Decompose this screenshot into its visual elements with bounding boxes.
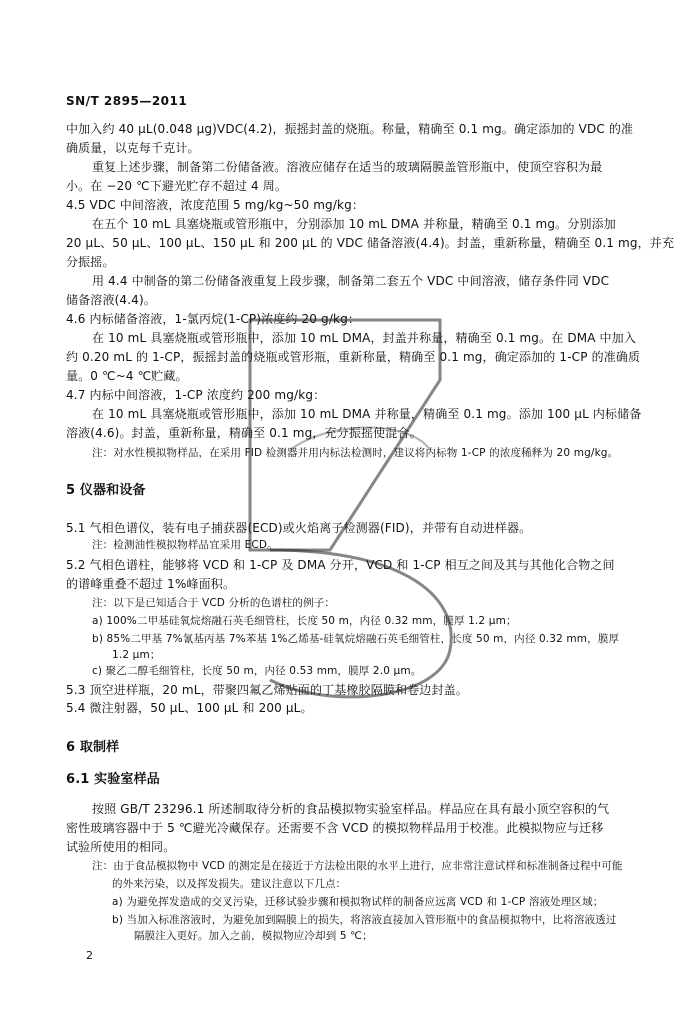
text-line: 在 10 mL 具塞烧瓶或管形瓶中，添加 10 mL DMA，封盖并称量，精确至 0.1 mg。在 DMA 中加入 [92,331,636,345]
text-line: 储备溶液(4.4)。 [66,293,156,307]
note-line-cont: 的外来污染，以及挥发损失。建议注意以下几点： [112,878,347,890]
text-line: 密性玻璃容器中于 5 ℃避光冷藏保存。还需要不含 VCD 的模拟物样品用于校准。此模拟物应与迁移 [66,821,604,835]
section-4-5-heading: 4.5 VDC 中间溶液，浓度范围 5 mg/kg~50 mg/kg： [66,198,365,212]
note-line: 注：以下是已知适合于 VCD 分析的色谱柱的例子： [92,597,336,609]
section-5-3: 5.3 顶空进样瓶，20 mL，带聚四氟乙烯贴面的丁基橡胶隔膜和卷边封盖。 [66,683,468,697]
standard-code-header: SN/T 2895—2011 [66,94,188,108]
text-line: 约 0.20 mL 的 1-CP，振摇封盖的烧瓶或管形瓶，重新称量，精确至 0.1 mg，确定添加的 1-CP 的准确质 [66,350,641,364]
note-item-a: a) 为避免挥发造成的交叉污染，迁移试验步骤和模拟物试样的制备应远离 VCD 和 1-CP 溶液处理区域； [112,896,604,908]
note-item-b: b) 85%二甲基 7%氰基丙基 7%苯基 1%乙烯基-硅氧烷熔融石英毛细管柱，长度 50 m，内径 0.32 mm，膜厚 [92,633,620,645]
text-line: 试验所使用的相同。 [66,840,176,854]
section-5-2: 5.2 气相色谱柱，能够将 VCD 和 1-CP 及 DMA 分开，VCD 和 1-CP 相互之间及其与其他化合物之间 [66,558,615,572]
text-line: 小。在 −20 ℃下避光贮存不超过 4 周。 [66,179,287,193]
section-6-heading: 6 取制样 [66,740,120,755]
section-6-1-heading: 6.1 实验室样品 [66,772,160,787]
text-line: 分振摇。 [66,255,115,269]
note-item-b-cont: 1.2 μm； [112,649,161,661]
note-item-b: b) 当加入标准溶液时，为避免加到隔膜上的损失，将溶液直接加入管形瓶中的食品模拟物中，比将溶液透过 [112,914,617,926]
page-number: 2 [86,949,94,962]
text-line: 在 10 mL 具塞烧瓶或管形瓶中，添加 10 mL DMA 并称量，精确至 0.1 mg。添加 100 μL 内标储备 [92,407,642,421]
text-line: 的谱峰重叠不超过 1%峰面积。 [66,577,236,591]
note-item-c: c) 聚乙二醇毛细管柱，长度 50 m，内径 0.53 mm，膜厚 2.0 μm。 [92,665,422,677]
section-4-7-heading: 4.7 内标中间溶液，1-CP 浓度约 200 mg/kg： [66,388,326,402]
text-line: 在五个 10 mL 具塞烧瓶或管形瓶中，分别添加 10 mL DMA 并称量，精确至 0.1 mg。分别添加 [92,217,616,231]
text-line: 溶液(4.6)。封盖，重新称量，精确至 0.1 mg，充分振摇使混合。 [66,426,422,440]
text-line: 量。0 ℃~4 ℃贮藏。 [66,369,188,383]
section-5-heading: 5 仪器和设备 [66,483,146,498]
text-line: 按照 GB/T 23296.1 所述制取待分析的食品模拟物实验室样品。样品应在具有最小顶空容积的气 [92,802,610,816]
note-line: 注：对水性模拟物样品，在采用 FID 检测器并用内标法检测时，建议将内标物 1-CP 的浓度稀释为 20 mg/kg。 [92,447,619,459]
note-line: 注：由于食品模拟物中 VCD 的测定是在接近于方法检出限的水平上进行，应非常注意试样和标准制备过程中可能 [92,860,623,872]
section-5-4: 5.4 微注射器，50 μL、100 μL 和 200 μL。 [66,701,313,715]
text-line: 中加入约 40 μL(0.048 μg)VDC(4.2)，振摇封盖的烧瓶。称量，精确至 0.1 mg。确定添加的 VDC 的准 [66,122,634,136]
section-4-6-heading: 4.6 内标储备溶液，1-氯丙烷(1-CP)浓度约 20 g/kg： [66,312,361,326]
section-5-1: 5.1 气相色谱仪，装有电子捕获器(ECD)或火焰离子检测器(FID)，并带有自动进样器。 [66,521,532,535]
text-line: 确质量，以克每千克计。 [66,141,200,155]
text-line: 20 μL、50 μL、100 μL、150 μL 和 200 μL 的 VDC 储备溶液(4.4)。封盖，重新称量，精确至 0.1 mg，并充 [66,236,675,250]
note-item-a: a) 100%二甲基硅氧烷熔融石英毛细管柱，长度 50 m，内径 0.32 mm，膜厚 1.2 μm； [92,615,517,627]
text-line: 用 4.4 中制备的第二份储备液重复上段步骤，制备第二套五个 VDC 中间溶液，储存条件同 VDC [92,274,610,288]
note-item-b-cont: 隔膜注入更好。加入之前，模拟物应冷却到 5 ℃； [134,930,373,942]
text-line: 重复上述步骤，制备第二份储备液。溶液应储存在适当的玻璃隔膜盖管形瓶中，使顶空容积为最 [92,160,603,174]
note-line: 注：检测油性模拟物样品宜采用 ECD。 [92,539,278,551]
